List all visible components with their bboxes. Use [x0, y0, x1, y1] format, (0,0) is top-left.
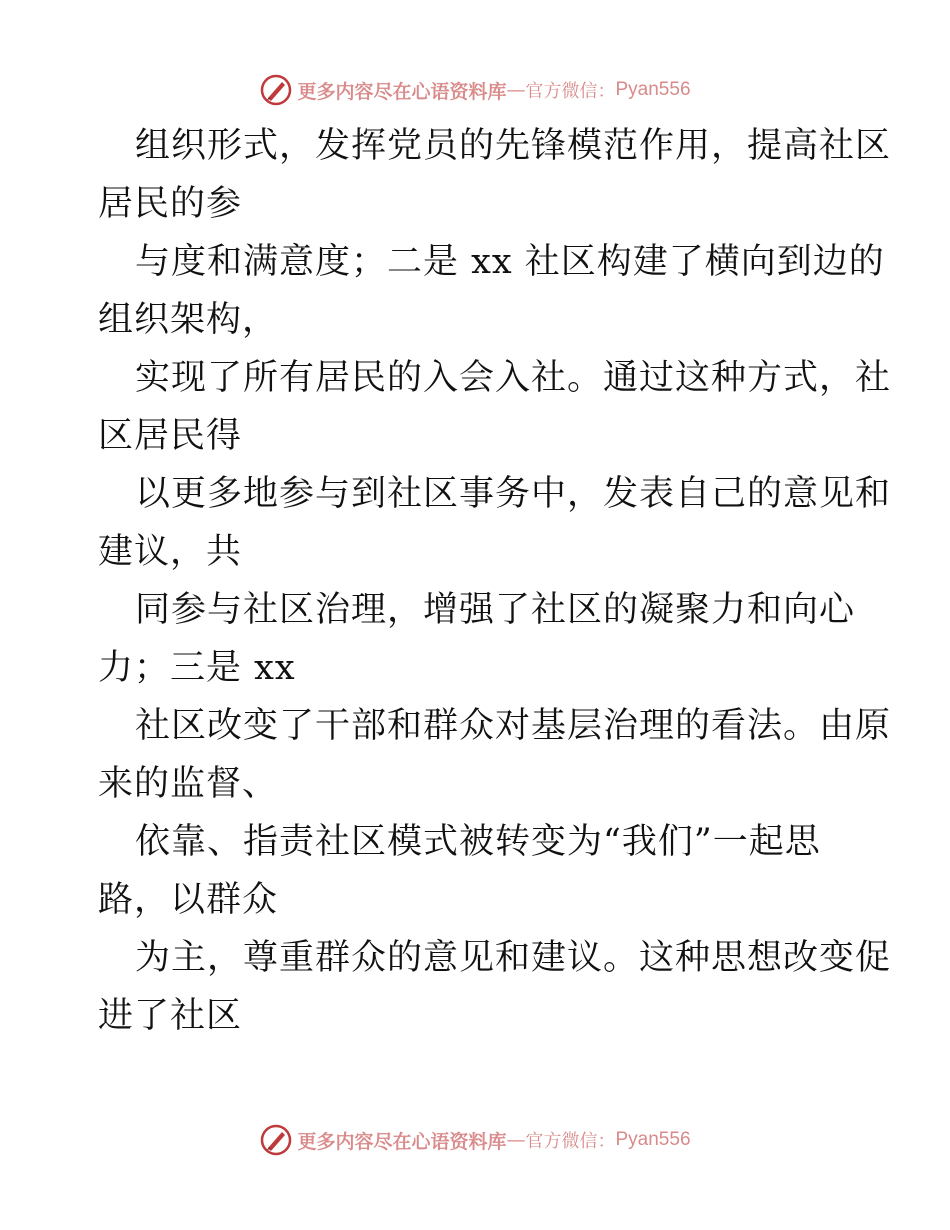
text-line: 居民的参 — [98, 184, 243, 224]
pen-logo-icon — [259, 1123, 293, 1157]
watermark-wechat-id: Pyan556 — [615, 1129, 691, 1150]
text-line: 为主，尊重群众的意见和建议。这种思想改变促 — [135, 938, 892, 978]
text-line: 来的监督、 — [98, 764, 279, 804]
text-line: 以更多地参与到社区事务中，发表自己的意见和 — [135, 474, 892, 514]
text-line: 实现了所有居民的入会入社。通过这种方式，社 — [135, 358, 892, 398]
watermark-dash: — — [506, 1129, 526, 1151]
text-line: 同参与社区治理，增强了社区的凝聚力和向心 — [135, 590, 856, 630]
text-line: 依靠、指责社区模式被转变为“我们”一起思 — [135, 822, 821, 862]
text-line: 力；三是 xx — [98, 648, 296, 688]
text-line: 与度和满意度；二是 xx 社区构建了横向到边的 — [135, 242, 885, 282]
text-line: 组织形式，发挥党员的先锋模范作用，提高社区 — [135, 126, 892, 166]
watermark-wechat-id: Pyan556 — [615, 79, 691, 100]
text-line: 进了社区 — [98, 996, 243, 1036]
watermark-label: 官方微信： — [525, 1131, 616, 1152]
text-line: 社区改变了干部和群众对基层治理的看法。由原 — [135, 706, 892, 746]
watermark-label: 官方微信： — [525, 81, 616, 102]
header-watermark — [0, 73, 950, 107]
watermark-dash: — — [506, 79, 526, 101]
watermark-brand: 更多内容尽在心语资料库 — [297, 80, 507, 103]
pen-logo-icon — [259, 73, 293, 107]
watermark-brand: 更多内容尽在心语资料库 — [297, 1130, 507, 1153]
text-line: 建议，共 — [98, 532, 243, 572]
text-line: 区居民得 — [98, 416, 243, 456]
text-line: 组织架构， — [98, 300, 279, 340]
footer-watermark — [0, 1123, 950, 1157]
document-body — [98, 117, 892, 1045]
text-line: 路，以群众 — [98, 880, 279, 920]
